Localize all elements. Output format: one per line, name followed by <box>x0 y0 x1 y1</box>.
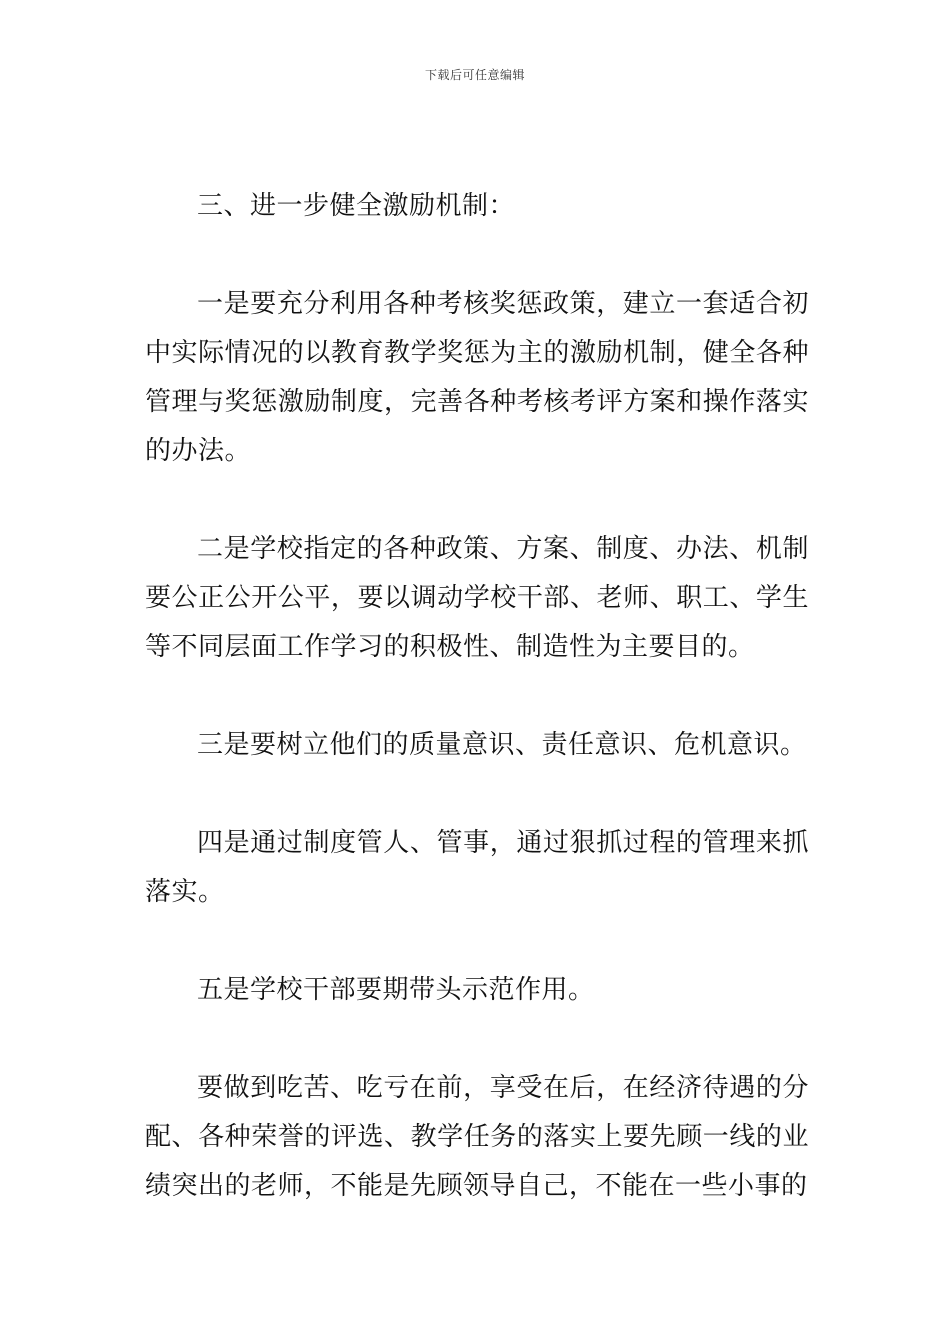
paragraph-2: 二是学校指定的各种政策、方案、制度、办法、机制要公正公开公平，要以调动学校干部、老师、职工、学生等不同层面工作学习的积极性、制造性为主要目的。 <box>145 534 809 662</box>
section-heading: 三、进一步健全激励机制： <box>197 191 516 221</box>
paragraph-4: 四是通过制度管人、管事，通过狠抓过程的管理来抓落实。 <box>145 828 809 907</box>
paragraph-6: 要做到吃苦、吃亏在前，享受在后，在经济待遇的分配、各种荣誉的评选、教学任务的落实上要先顾一线的业绩突出的老师，不能是先顾领导自己，不能在一些小事的 <box>145 1073 809 1201</box>
paragraph-1: 一是要充分利用各种考核奖惩政策，建立一套适合初中实际情况的以教育教学奖惩为主的激励机制，健全各种管理与奖惩激励制度，完善各种考核考评方案和操作落实的办法。 <box>145 289 809 466</box>
paragraph-3: 三是要树立他们的质量意识、责任意识、危机意识。 <box>197 730 807 760</box>
paragraph-5: 五是学校干部要期带头示范作用。 <box>197 975 595 1005</box>
page-header: 下载后可任意编辑 <box>424 68 525 82</box>
document-body <box>145 182 809 1211</box>
